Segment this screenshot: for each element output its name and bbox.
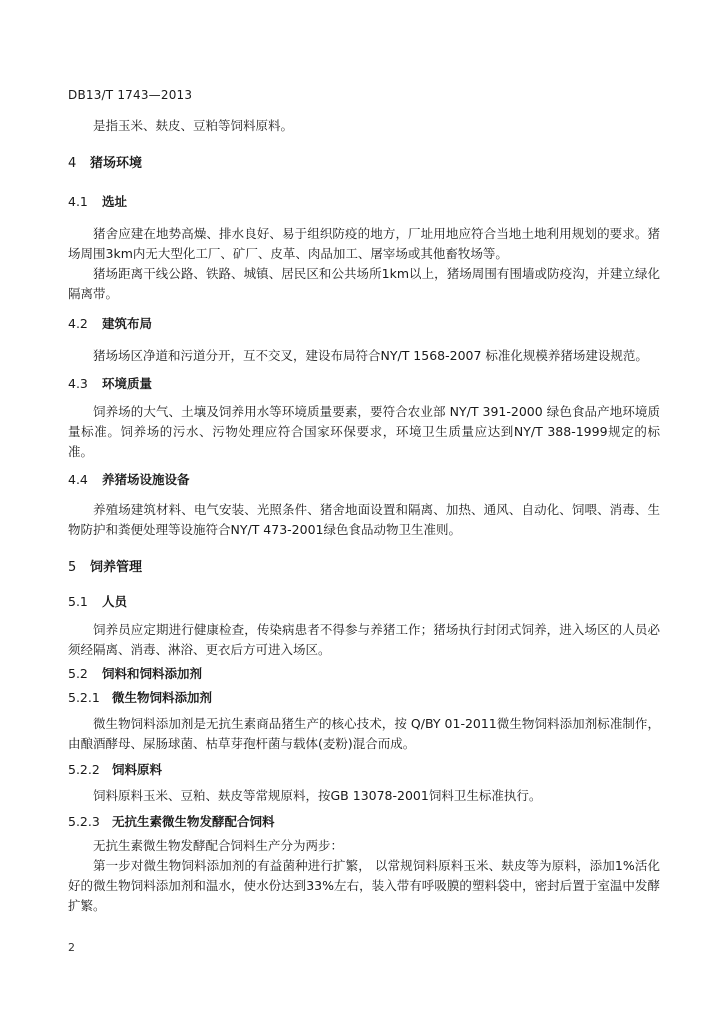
section-title: 选址 — [102, 194, 128, 209]
section-title: 猪场环境 — [90, 156, 143, 171]
page-number: 2 — [68, 941, 75, 954]
paragraph: 猪场距离干线公路、铁路、城镇、居民区和公共场所1km以上，猪场周围有围墙或防疫沟，并建立绿化隔离带。 — [68, 266, 660, 301]
paragraph: 猪舍应建在地势高燥、排水良好、易于组织防疫的地方，厂址用地应符合当地土地利用规划的要求。猪场周围3km内无大型化工厂、矿厂、皮革、肉品加工、屠宰场或其他畜牧场等。 — [68, 226, 660, 261]
paragraph: 饲养员应定期进行健康检查，传染病患者不得参与养猪工作；猪场执行封闭式饲养，进入场区的人员必须经隔离、消毒、淋浴、更衣后方可进入场区。 — [68, 622, 660, 657]
section-title: 环境质量 — [102, 376, 153, 391]
section-heading-5 — [68, 558, 660, 578]
section-title: 饲料和饲料添加剂 — [102, 666, 203, 681]
paragraph: 饲养场的大气、土壤及饲养用水等环境质量要素，要符合农业部 NY/T 391-2000 绿色食品产地环境质量标准。饲养场的污水、污物处理应符合国家环保要求，环境卫生质量应达到NY/T 388-1999规定的标准。 — [68, 404, 660, 459]
section-number: 5.2.3 — [68, 814, 100, 829]
document-code: DB13/T 1743—2013 — [68, 88, 193, 102]
section-title: 饲养管理 — [90, 560, 143, 575]
section-heading-5-2-3 — [68, 812, 660, 832]
section-heading-4-4 — [68, 470, 660, 490]
section-title: 养猪场设施设备 — [102, 472, 190, 487]
section-heading-4 — [68, 154, 660, 174]
section-heading-4-1 — [68, 192, 660, 212]
document-body — [68, 116, 660, 916]
section-title: 无抗生素微生物发酵配合饲料 — [112, 814, 275, 829]
section-heading-4-2 — [68, 314, 660, 334]
paragraph: 无抗生素微生物发酵配合饲料生产分为两步： — [93, 838, 344, 853]
section-title: 饲料原料 — [112, 762, 163, 777]
section-heading-5-2 — [68, 664, 660, 684]
paragraph: 微生物饲料添加剂是无抗生素商品猪生产的核心技术，按 Q/BY 01-2011微生物饲料添加剂标准制作，由酿酒酵母、屎肠球菌、枯草芽孢杆菌与载体(麦粉)混合而成。 — [68, 716, 660, 751]
section-number: 5.2 — [68, 666, 88, 681]
section-number: 4.3 — [68, 376, 88, 391]
paragraph: 饲料原料玉米、豆粕、麸皮等常规原料，按GB 13078-2001饲料卫生标准执行。 — [93, 788, 542, 803]
section-number: 4 — [68, 156, 77, 171]
section-title: 人员 — [102, 594, 128, 609]
section-number: 4.2 — [68, 316, 88, 331]
section-number: 5.2.1 — [68, 690, 100, 705]
paragraph: 猪场场区净道和污道分开，互不交叉，建设布局符合NY/T 1568-2007 标准化规模养猪场建设规范。 — [93, 348, 648, 363]
paragraph: 第一步对微生物饲料添加剂的有益菌种进行扩繁， 以常规饲料原料玉米、麸皮等为原料，添加1%活化好的微生物饲料添加剂和温水，使水份达到33%左右，装入带有呼吸膜的塑料袋中，密封后置于室温中发酵扩繁。 — [68, 858, 660, 913]
section-heading-4-3 — [68, 374, 660, 394]
section-number: 4.4 — [68, 472, 88, 487]
section-heading-5-2-1 — [68, 688, 660, 708]
section-heading-5-1 — [68, 592, 660, 612]
section-number: 5.2.2 — [68, 762, 100, 777]
section-number: 5.1 — [68, 594, 88, 609]
section-number: 4.1 — [68, 194, 88, 209]
section-heading-5-2-2 — [68, 760, 660, 780]
paragraph: 是指玉米、麸皮、豆粕等饲料原料。 — [93, 118, 294, 133]
paragraph: 养殖场建筑材料、电气安装、光照条件、猪舍地面设置和隔离、加热、通风、自动化、饲喂、消毒、生物防护和粪便处理等设施符合NY/T 473-2001绿色食品动物卫生准则。 — [68, 502, 660, 537]
section-title: 建筑布局 — [102, 316, 153, 331]
section-number: 5 — [68, 560, 77, 575]
section-title: 微生物饲料添加剂 — [112, 690, 213, 705]
